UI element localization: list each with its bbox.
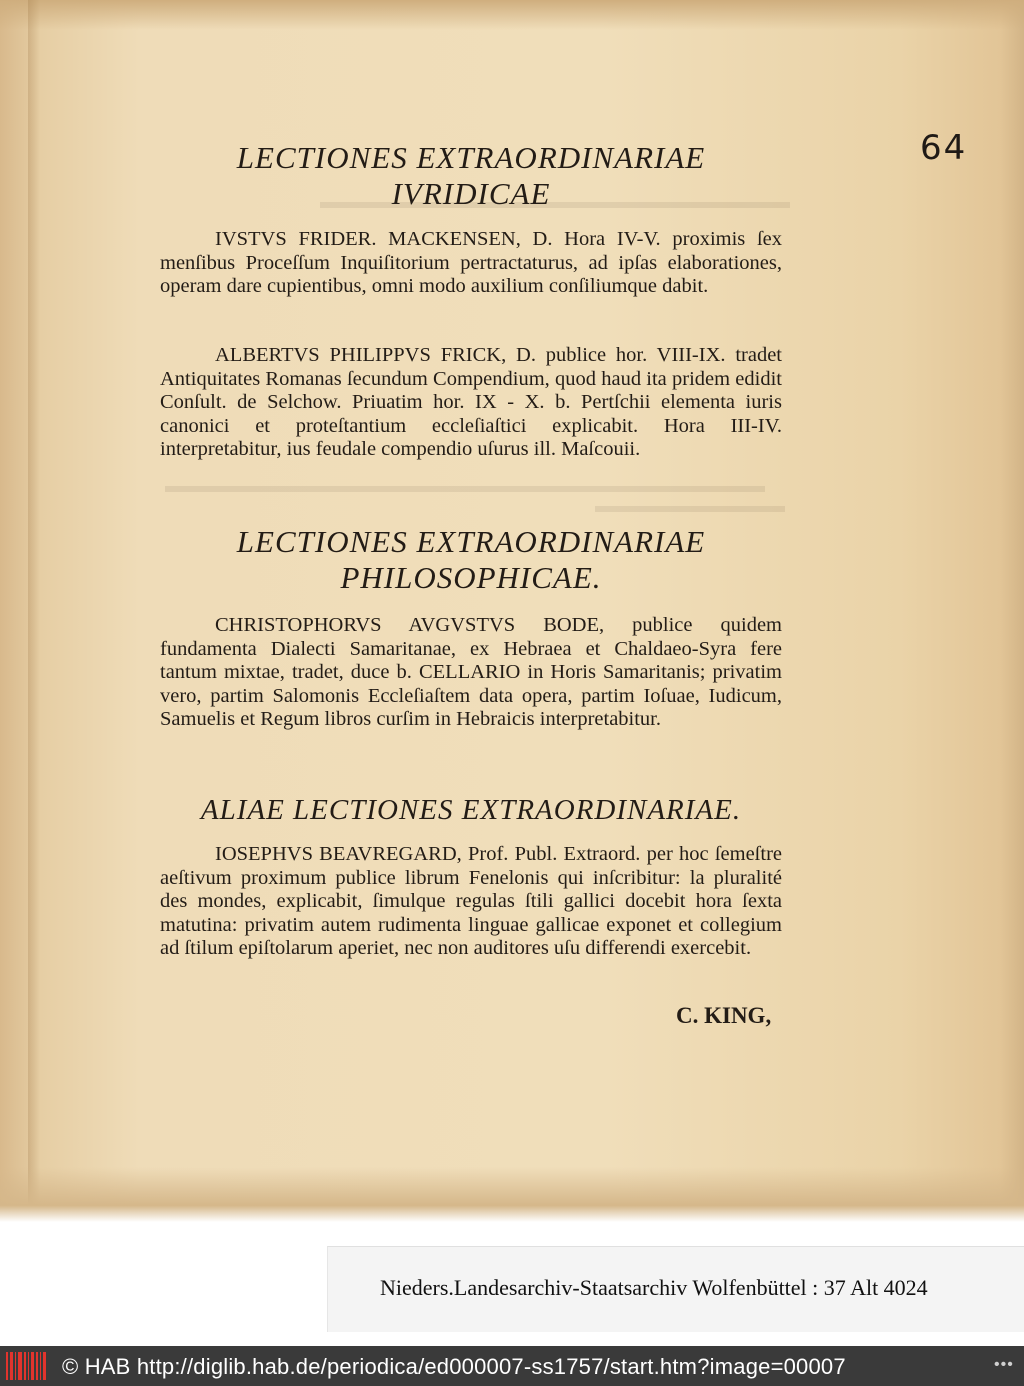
paragraph-bode: CHRISTOPHORVS AVGVSTVS BODE, publice quidem fundamenta Dialecti Samaritanae, ex Hebraea et Chaldaeo-Syra fere tantum mixtae, tradet, duce b. CELLARIO in Horis Samaritanis; privatim vero, partim Salomonis Eccleſiaſtem data opera, partim Ioſuae, Iudicum, Samuelis et Regum libros curſim in Hebraicis interpretabitur. — [160, 614, 782, 730]
footer-bar — [0, 1346, 1024, 1386]
caption-text: Nieders.Landesarchiv-Staatsarchiv Wolfenbüttel : 37 Alt 4024 — [380, 1275, 928, 1300]
section-heading: LECTIONES EXTRAORDINARIAE — [236, 140, 706, 175]
more-dots-icon[interactable]: ••• — [994, 1356, 1014, 1373]
section-aliae — [160, 792, 782, 828]
section-iuridicae — [160, 140, 782, 212]
bleed-through-lines — [165, 480, 785, 526]
paragraph-mackensen: IVSTVS FRIDER. MACKENSEN, D. Hora IV-V. proximis ſex menſibus Proceſſum Inquiſitorium pertractaturus, ad ipſas elaborationes, operam dare cupientibus, omni modo auxilium conſiliumque dabit. — [160, 228, 782, 297]
paragraph-beauregard: IOSEPHVS BEAVREGARD, Prof. Publ. Extraord. per hoc ſemeſtre aeſtivum proximum publice librum Fenelonis qui inſcribitur: la pluralité des mondes, explicabit, ſimulque regulas ſtili gallici docebit hora ſexta matutina: privatim autem rudimenta linguae gallicae exponet et collegium ad ſtilum epiſtolarum aperiet, nec non auditores uſu differendi exercebit. — [160, 843, 782, 959]
signature: C. KING, — [676, 1003, 772, 1028]
section-heading: IVRIDICAE — [391, 176, 551, 211]
section-philosophicae — [160, 524, 782, 596]
paragraph-frick: ALBERTVS PHILIPPVS FRICK, D. publice hor. VIII-IX. tradet Antiquitates Romanas ſecundum Compendium, quod haud ita pridem edidit Conſult. de Selchow. Priuatim hor. IX - X. b. Pertſchii elementa iuris canonici et proteſtantium eccleſiaſtici explicabit. Hora III-IV. interpretabitur, ius feudale compendio uſurus ill. Maſcouii. — [160, 344, 782, 460]
archive-caption — [327, 1246, 1024, 1332]
section-heading: LECTIONES EXTRAORDINARIAE — [236, 524, 706, 559]
folio-number: 64 — [920, 128, 968, 168]
section-heading: PHILOSOPHICAE. — [340, 560, 602, 595]
section-heading: ALIAE LECTIONES EXTRAORDINARIAE. — [200, 794, 742, 826]
hab-barcode-logo-icon[interactable] — [6, 1352, 46, 1380]
footer-link[interactable]: © HAB http://diglib.hab.de/periodica/ed000007-ss1757/start.htm?image=00007 — [62, 1354, 846, 1379]
